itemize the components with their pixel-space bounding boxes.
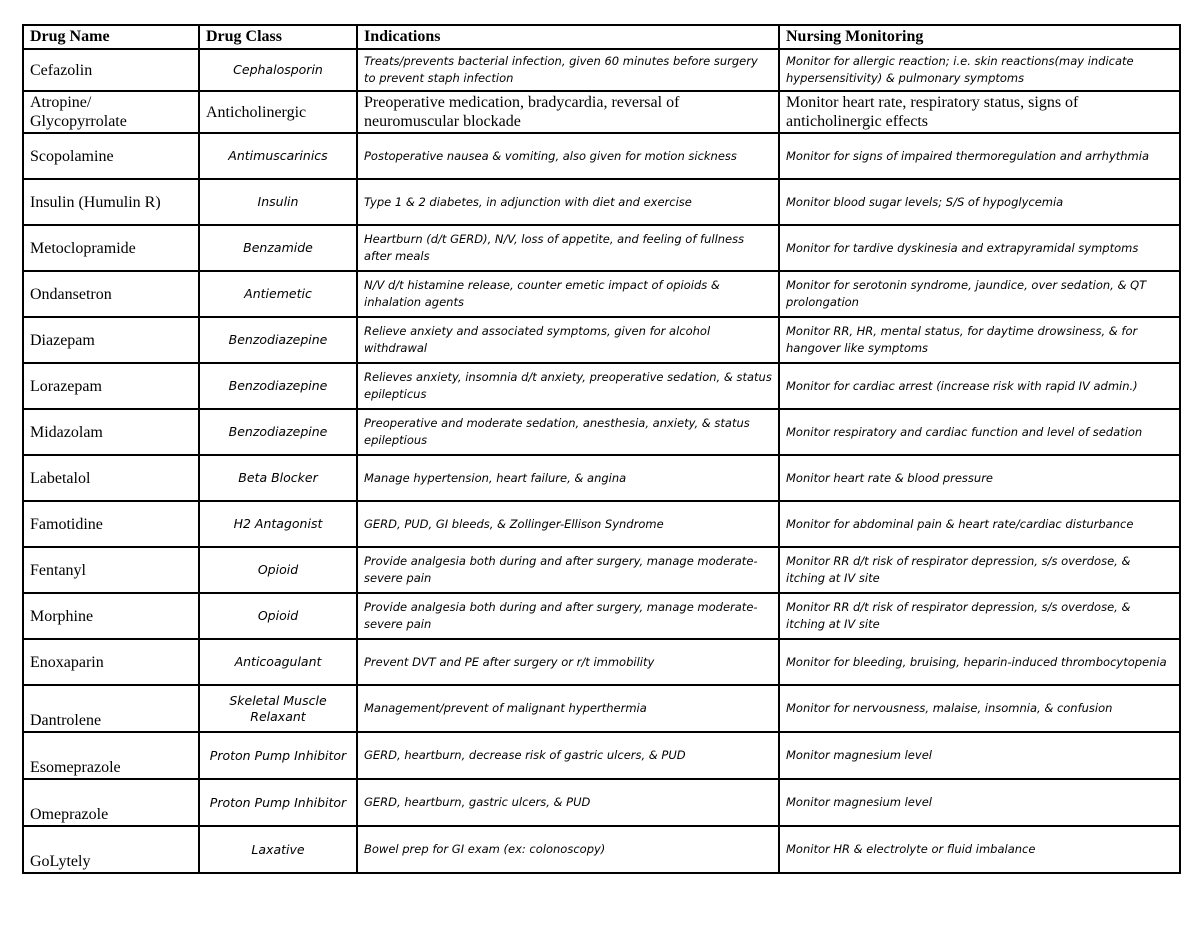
drug-name: Scopolamine — [23, 133, 199, 179]
indications: Relieves anxiety, insomnia d/t anxiety, preoperative sedation, & status epilepticus — [357, 363, 779, 409]
drug-class: Anticholinergic — [199, 91, 357, 133]
table-row — [23, 91, 1180, 133]
drug-class: H2 Antagonist — [199, 501, 357, 547]
drug-class: Antiemetic — [199, 271, 357, 317]
drug-class: Opioid — [199, 593, 357, 639]
drug-class: Antimuscarinics — [199, 133, 357, 179]
drug-class: Benzodiazepine — [199, 317, 357, 363]
drug-name: Famotidine — [23, 501, 199, 547]
nursing-monitoring: Monitor blood sugar levels; S/S of hypoglycemia — [779, 179, 1180, 225]
nursing-monitoring: Monitor RR d/t risk of respirator depression, s/s overdose, & itching at IV site — [779, 547, 1180, 593]
nursing-monitoring: Monitor for abdominal pain & heart rate/cardiac disturbance — [779, 501, 1180, 547]
table-row — [23, 732, 1180, 779]
drug-name: Omeprazole — [23, 779, 199, 826]
drug-name: Atropine/ Glycopyrrolate — [23, 91, 199, 133]
nursing-monitoring: Monitor heart rate & blood pressure — [779, 455, 1180, 501]
drug-name: Lorazepam — [23, 363, 199, 409]
indications: Preoperative and moderate sedation, anesthesia, anxiety, & status epileptious — [357, 409, 779, 455]
drug-class: Proton Pump Inhibitor — [199, 779, 357, 826]
indications: Provide analgesia both during and after surgery, manage moderate-severe pain — [357, 547, 779, 593]
drug-class: Proton Pump Inhibitor — [199, 732, 357, 779]
drug-name: Cefazolin — [23, 49, 199, 91]
drug-class: Laxative — [199, 826, 357, 873]
drug-name: Ondansetron — [23, 271, 199, 317]
header-drug-name: Drug Name — [23, 25, 199, 49]
nursing-monitoring: Monitor for serotonin syndrome, jaundice, over sedation, & QT prolongation — [779, 271, 1180, 317]
document-page — [22, 24, 1179, 874]
header-row — [23, 25, 1180, 49]
nursing-monitoring: Monitor for bleeding, bruising, heparin-induced thrombocytopenia — [779, 639, 1180, 685]
drug-name: Fentanyl — [23, 547, 199, 593]
table-row — [23, 639, 1180, 685]
indications: Prevent DVT and PE after surgery or r/t immobility — [357, 639, 779, 685]
drug-class: Cephalosporin — [199, 49, 357, 91]
indications: Postoperative nausea & vomiting, also given for motion sickness — [357, 133, 779, 179]
indications: Type 1 & 2 diabetes, in adjunction with diet and exercise — [357, 179, 779, 225]
header-nursing-monitoring: Nursing Monitoring — [779, 25, 1180, 49]
table-row — [23, 593, 1180, 639]
nursing-monitoring: Monitor for signs of impaired thermoregulation and arrhythmia — [779, 133, 1180, 179]
table-row — [23, 455, 1180, 501]
drug-class: Beta Blocker — [199, 455, 357, 501]
drug-class: Insulin — [199, 179, 357, 225]
table-row — [23, 685, 1180, 732]
nursing-monitoring: Monitor heart rate, respiratory status, signs of anticholinergic effects — [779, 91, 1180, 133]
drug-class: Benzodiazepine — [199, 409, 357, 455]
nursing-monitoring: Monitor magnesium level — [779, 779, 1180, 826]
nursing-monitoring: Monitor for allergic reaction; i.e. skin reactions(may indicate hypersensitivity) & pulmonary symptoms — [779, 49, 1180, 91]
table-row — [23, 133, 1180, 179]
indications: GERD, heartburn, decrease risk of gastric ulcers, & PUD — [357, 732, 779, 779]
header-drug-class: Drug Class — [199, 25, 357, 49]
drug-name: Midazolam — [23, 409, 199, 455]
table-row — [23, 225, 1180, 271]
drug-name: Metoclopramide — [23, 225, 199, 271]
nursing-monitoring: Monitor magnesium level — [779, 732, 1180, 779]
drug-name: Enoxaparin — [23, 639, 199, 685]
drug-name: Dantrolene — [23, 685, 199, 732]
drug-class: Opioid — [199, 547, 357, 593]
indications: GERD, PUD, GI bleeds, & Zollinger-Ellison Syndrome — [357, 501, 779, 547]
header-indications: Indications — [357, 25, 779, 49]
table-row — [23, 179, 1180, 225]
indications: GERD, heartburn, gastric ulcers, & PUD — [357, 779, 779, 826]
indications: Relieve anxiety and associated symptoms, given for alcohol withdrawal — [357, 317, 779, 363]
nursing-monitoring: Monitor HR & electrolyte or fluid imbalance — [779, 826, 1180, 873]
indications: N/V d/t histamine release, counter emetic impact of opioids & inhalation agents — [357, 271, 779, 317]
table-row — [23, 363, 1180, 409]
table-row — [23, 317, 1180, 363]
nursing-monitoring: Monitor for tardive dyskinesia and extrapyramidal symptoms — [779, 225, 1180, 271]
drug-name: Labetalol — [23, 455, 199, 501]
drug-class: Skeletal Muscle Relaxant — [199, 685, 357, 732]
table-row — [23, 501, 1180, 547]
nursing-monitoring: Monitor for cardiac arrest (increase risk with rapid IV admin.) — [779, 363, 1180, 409]
drug-class: Benzamide — [199, 225, 357, 271]
drug-name: Insulin (Humulin R) — [23, 179, 199, 225]
indications: Provide analgesia both during and after surgery, manage moderate-severe pain — [357, 593, 779, 639]
indications: Management/prevent of malignant hyperthermia — [357, 685, 779, 732]
table-row — [23, 826, 1180, 873]
table-row — [23, 779, 1180, 826]
drug-name: Diazepam — [23, 317, 199, 363]
table-row — [23, 49, 1180, 91]
indications: Preoperative medication, bradycardia, reversal of neuromuscular blockade — [357, 91, 779, 133]
indications: Treats/prevents bacterial infection, given 60 minutes before surgery to prevent staph infection — [357, 49, 779, 91]
nursing-monitoring: Monitor RR, HR, mental status, for daytime drowsiness, & for hangover like symptoms — [779, 317, 1180, 363]
drug-class: Anticoagulant — [199, 639, 357, 685]
table-row — [23, 409, 1180, 455]
table-row — [23, 271, 1180, 317]
drug-name: Esomeprazole — [23, 732, 199, 779]
drug-table — [22, 24, 1181, 874]
table-row — [23, 547, 1180, 593]
nursing-monitoring: Monitor RR d/t risk of respirator depression, s/s overdose, & itching at IV site — [779, 593, 1180, 639]
indications: Manage hypertension, heart failure, & angina — [357, 455, 779, 501]
nursing-monitoring: Monitor for nervousness, malaise, insomnia, & confusion — [779, 685, 1180, 732]
drug-name: GoLytely — [23, 826, 199, 873]
indications: Bowel prep for GI exam (ex: colonoscopy) — [357, 826, 779, 873]
indications: Heartburn (d/t GERD), N/V, loss of appetite, and feeling of fullness after meals — [357, 225, 779, 271]
drug-name: Morphine — [23, 593, 199, 639]
drug-class: Benzodiazepine — [199, 363, 357, 409]
nursing-monitoring: Monitor respiratory and cardiac function and level of sedation — [779, 409, 1180, 455]
